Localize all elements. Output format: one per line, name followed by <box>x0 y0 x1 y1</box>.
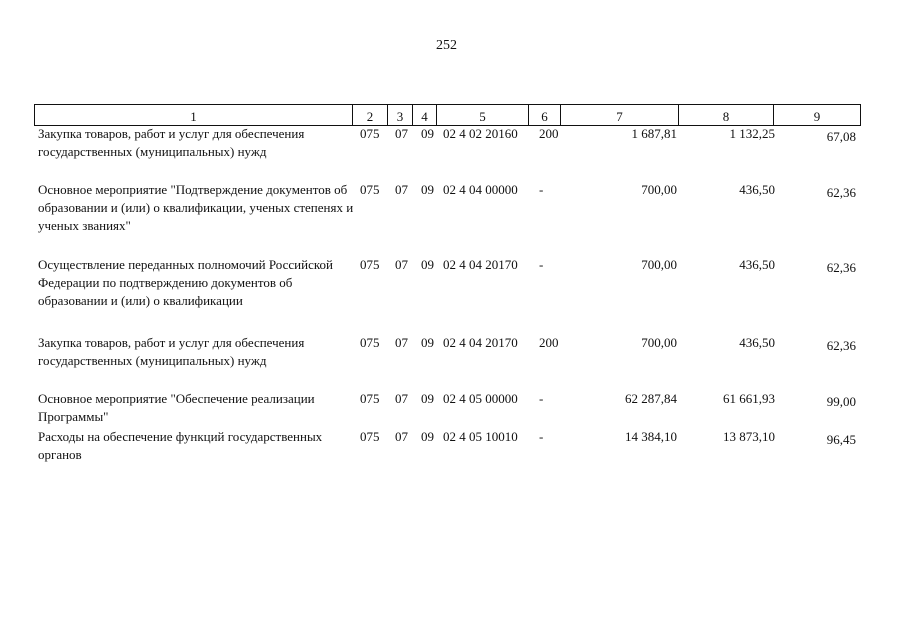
row-grbs: 075 <box>360 182 380 197</box>
header-col-1: 1 <box>35 105 353 125</box>
row-value-7: 1 687,81 <box>631 126 677 141</box>
row-value-8: 1 132,25 <box>729 126 775 141</box>
row-value-7: 700,00 <box>641 335 677 350</box>
row-expense-type: 200 <box>539 126 559 141</box>
row-grbs: 075 <box>360 429 380 444</box>
table-header <box>34 104 861 126</box>
row-value-9: 99,00 <box>826 394 856 409</box>
row-value-7: 62 287,84 <box>625 391 677 406</box>
row-target-item: 02 4 04 20170 <box>443 335 518 350</box>
row-grbs: 075 <box>360 126 380 141</box>
row-expense-type: - <box>539 391 544 406</box>
row-value-8: 13 873,10 <box>723 429 775 444</box>
row-expense-type: - <box>539 257 544 272</box>
row-section: 07 <box>395 182 408 197</box>
row-target-item: 02 4 04 20170 <box>443 257 518 272</box>
row-value-7: 14 384,10 <box>625 429 677 444</box>
row-grbs: 075 <box>360 335 380 350</box>
row-value-9: 96,45 <box>826 432 856 447</box>
row-name: Закупка товаров, работ и услуг для обеспечения государственных (муниципальных) нужд <box>38 126 305 159</box>
header-col-6: 6 <box>529 105 561 125</box>
row-value-9: 67,08 <box>826 129 856 144</box>
row-name: Основное мероприятие "Обеспечение реализации Программы" <box>38 391 315 424</box>
row-value-8: 436,50 <box>739 182 775 197</box>
row-subsection: 09 <box>421 257 434 272</box>
row-target-item: 02 4 05 10010 <box>443 429 518 444</box>
row-target-item: 02 4 04 00000 <box>443 182 518 197</box>
row-value-9: 62,36 <box>826 338 856 353</box>
header-col-4: 4 <box>413 105 437 125</box>
row-name: Закупка товаров, работ и услуг для обеспечения государственных (муниципальных) нужд <box>38 335 305 368</box>
header-col-5: 5 <box>437 105 529 125</box>
row-name: Основное мероприятие "Подтверждение документов об образовании и (или) о квалификации, ученых степенях и ученых званиях" <box>38 182 354 233</box>
header-col-2: 2 <box>353 105 388 125</box>
row-expense-type: - <box>539 429 544 444</box>
row-target-item: 02 4 05 00000 <box>443 391 518 406</box>
row-target-item: 02 4 02 20160 <box>443 126 518 141</box>
row-value-7: 700,00 <box>641 257 677 272</box>
row-subsection: 09 <box>421 335 434 350</box>
page-number: 252 <box>436 38 457 53</box>
header-col-9: 9 <box>813 108 821 124</box>
row-name: Расходы на обеспечение функций государственных органов <box>38 429 323 462</box>
row-section: 07 <box>395 257 408 272</box>
row-value-8: 61 661,93 <box>723 391 775 406</box>
header-col-3: 3 <box>388 105 413 125</box>
row-grbs: 075 <box>360 257 380 272</box>
row-subsection: 09 <box>421 429 434 444</box>
row-expense-type: - <box>539 182 544 197</box>
row-subsection: 09 <box>421 126 434 141</box>
row-value-7: 700,00 <box>641 182 677 197</box>
header-col-8: 8 <box>679 105 774 125</box>
row-value-8: 436,50 <box>739 335 775 350</box>
row-value-8: 436,50 <box>739 257 775 272</box>
row-section: 07 <box>395 429 408 444</box>
row-grbs: 075 <box>360 391 380 406</box>
row-section: 07 <box>395 335 408 350</box>
row-section: 07 <box>395 391 408 406</box>
row-section: 07 <box>395 126 408 141</box>
row-subsection: 09 <box>421 182 434 197</box>
row-name: Осуществление переданных полномочий Российской Федерации по подтверждению документов об образовании и (или) о квалификации <box>38 257 333 308</box>
row-value-9: 62,36 <box>826 260 856 275</box>
row-expense-type: 200 <box>539 335 559 350</box>
row-subsection: 09 <box>421 391 434 406</box>
header-col-7: 7 <box>561 105 679 125</box>
row-value-9: 62,36 <box>826 185 856 200</box>
